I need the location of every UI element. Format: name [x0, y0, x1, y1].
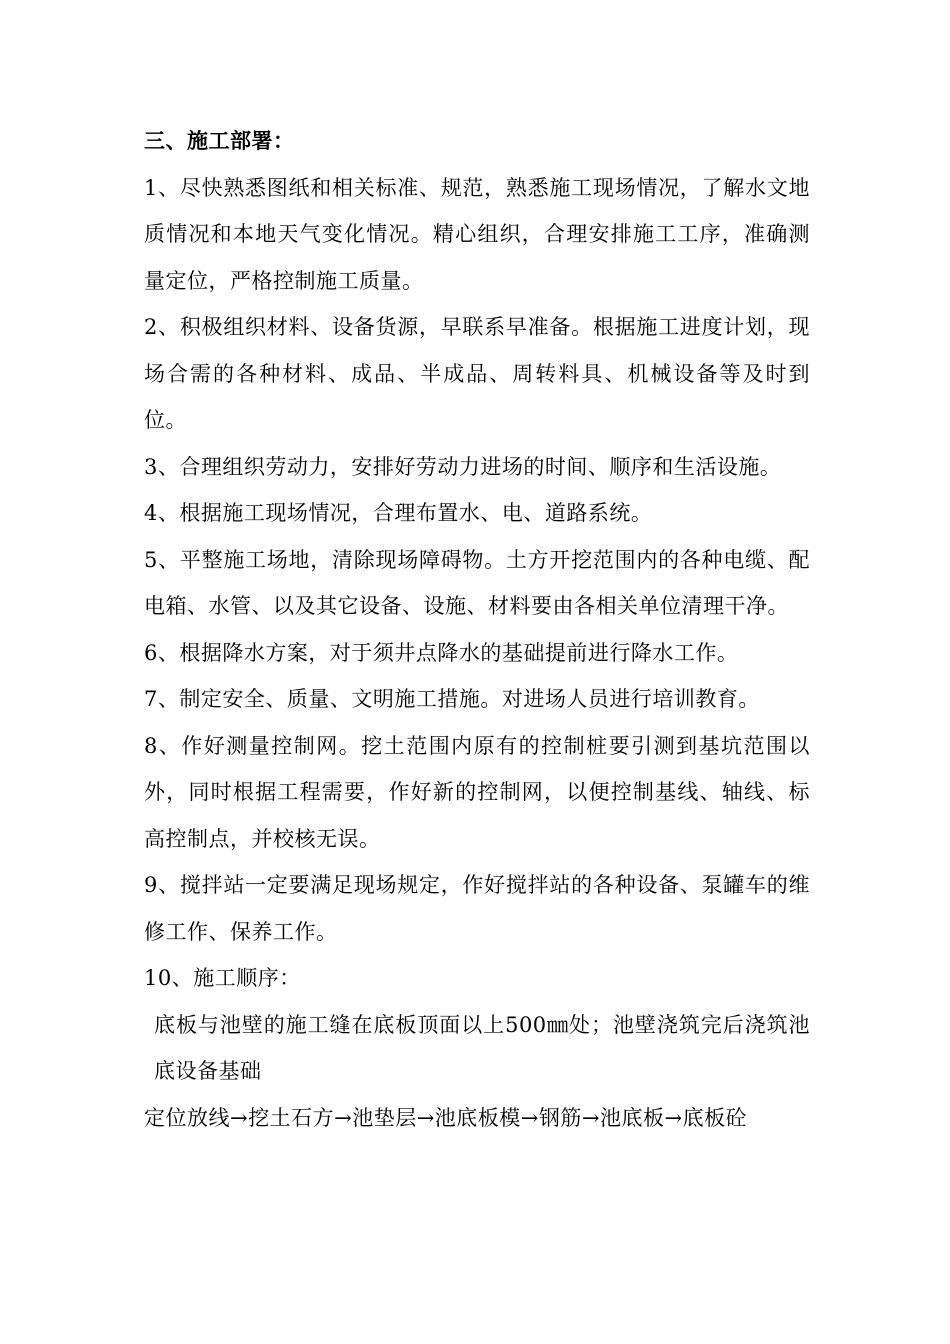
paragraph-1: 1、尽快熟悉图纸和相关标准、规范，熟悉施工现场情况，了解水文地质情况和本地天气变化情况。精心组织，合理安排施工工序，准确测量定位，严格控制施工质量。: [144, 175, 810, 293]
paragraph-6: 6、根据降水方案，对于须井点降水的基础提前进行降水工作。: [144, 640, 739, 665]
paragraph-3: 3、合理组织劳动力，安排好劳动力进场的时间、顺序和生活设施。: [144, 454, 782, 479]
paragraph-2: 2、积极组织材料、设备货源，早联系早准备。根据施工进度计划，现场合需的各种材料、成品、半成品、周转料具、机械设备等及时到位。: [144, 315, 810, 432]
paragraph-8: 8、作好测量控制网。挖土范围内原有的控制桩要引测到基坑范围以外，同时根据工程需要，作好新的控制网，以便控制基线、轴线、标高控制点，并校核无误。: [144, 733, 810, 851]
section-heading: 三、施工部署：: [144, 128, 295, 153]
paragraph-4: 4、根据施工现场情况，合理布置水、电、道路系统。: [144, 501, 653, 525]
paragraph-10: 10、施工顺序：: [144, 966, 301, 990]
paragraph-7: 7、制定安全、质量、文明施工措施。对进场人员进行培训教育。: [144, 687, 760, 711]
paragraph-5: 5、平整施工场地，清除现场障碍物。土方开挖范围内的各种电缆、配电箱、水管、以及其它设备、设施、材料要由各相关单位清理干净。: [144, 547, 810, 618]
document-body: [144, 118, 810, 1141]
paragraph-9: 9、搅拌站一定要满足现场规定，作好搅拌站的各种设备、泵罐车的维修工作、保养工作。: [144, 873, 810, 944]
sequence-note: 底板与池壁的施工缝在底板顶面以上500㎜处；池壁浇筑完后浇筑池底设备基础: [154, 1012, 810, 1083]
sequence-flow: 定位放线→挖土石方→池垫层→池底板模→钢筋→池底板→底板砼: [144, 1105, 748, 1130]
